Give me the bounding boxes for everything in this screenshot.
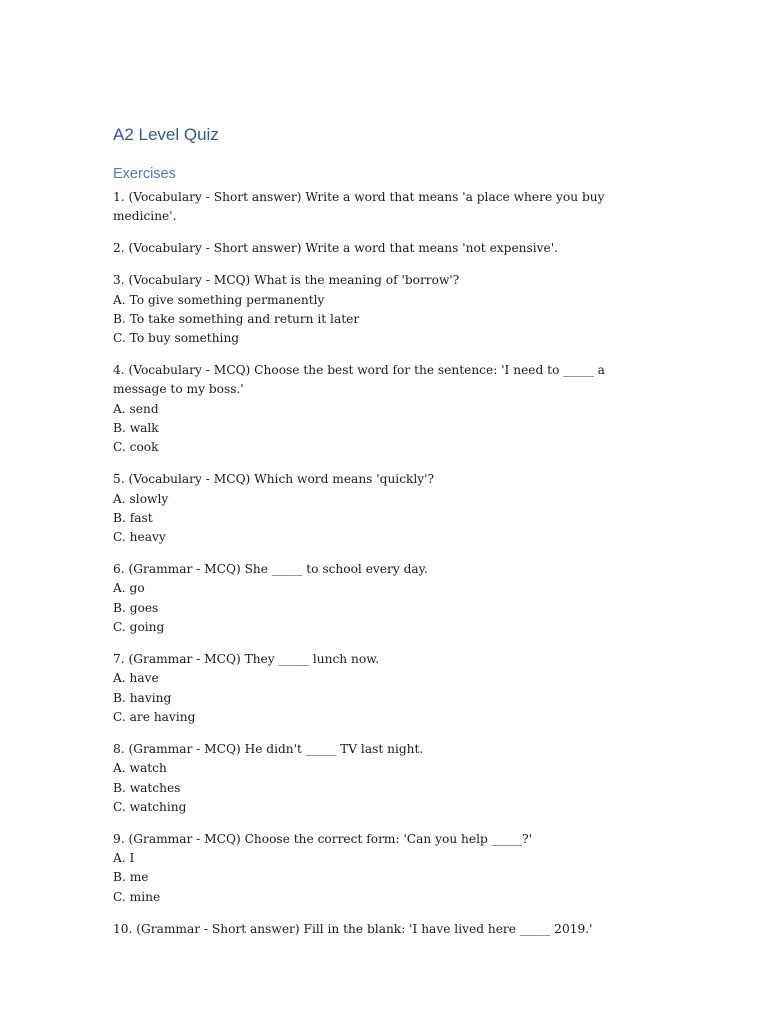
answer-option: B. walk — [113, 421, 159, 436]
question-text: 1. (Vocabulary - Short answer) Write a word that means 'a place where you buy medicine'. — [113, 190, 605, 224]
answer-option: B. fast — [113, 510, 153, 525]
answer-option: A. To give something permanently — [113, 292, 325, 307]
answer-option: A. have — [113, 671, 159, 686]
answer-option: B. watches — [113, 780, 181, 795]
question-text: 9. (Grammar - MCQ) Choose the correct form: 'Can you help _____?' — [113, 831, 533, 846]
answer-option: A. send — [113, 401, 159, 416]
question-9 — [113, 830, 658, 907]
section-heading-exercises: Exercises — [113, 166, 176, 182]
question-text: 5. (Vocabulary - MCQ) Which word means 'quickly'? — [113, 472, 435, 487]
answer-option: B. having — [113, 690, 172, 705]
answer-option: C. To buy something — [113, 331, 240, 346]
question-5 — [113, 470, 658, 547]
question-text: 7. (Grammar - MCQ) They _____ lunch now. — [113, 652, 380, 667]
question-7 — [113, 650, 658, 727]
question-text: 3. (Vocabulary - MCQ) What is the meaning of 'borrow'? — [113, 273, 460, 288]
answer-option: C. are having — [113, 709, 196, 724]
answer-option: C. going — [113, 620, 165, 635]
question-text: 6. (Grammar - MCQ) She _____ to school every day. — [113, 562, 428, 577]
question-6 — [113, 560, 658, 637]
question-text: 10. (Grammar - Short answer) Fill in the blank: 'I have lived here _____ 2019.' — [113, 921, 593, 936]
answer-option: B. me — [113, 870, 149, 885]
question-text: 4. (Vocabulary - MCQ) Choose the best word for the sentence: 'I need to _____ a message to my boss.' — [113, 363, 605, 397]
question-2 — [113, 239, 658, 258]
answer-option: B. goes — [113, 600, 159, 615]
question-1 — [113, 188, 658, 227]
question-8 — [113, 740, 658, 817]
document-title: A2 Level Quiz — [113, 125, 219, 144]
answer-option: A. I — [113, 851, 135, 866]
question-text: 8. (Grammar - MCQ) He didn't _____ TV last night. — [113, 741, 424, 756]
answer-option: A. slowly — [113, 491, 169, 506]
answer-option: C. watching — [113, 799, 187, 814]
answer-option: B. To take something and return it later — [113, 311, 360, 326]
answer-option: C. mine — [113, 889, 161, 904]
question-4 — [113, 361, 658, 457]
answer-option: A. watch — [113, 761, 167, 776]
question-10 — [113, 920, 658, 939]
answer-option: A. go — [113, 581, 145, 596]
question-3 — [113, 271, 658, 348]
answer-option: C. cook — [113, 440, 159, 455]
answer-option: C. heavy — [113, 530, 166, 545]
question-text: 2. (Vocabulary - Short answer) Write a word that means 'not expensive'. — [113, 241, 558, 256]
document-content — [113, 124, 658, 952]
